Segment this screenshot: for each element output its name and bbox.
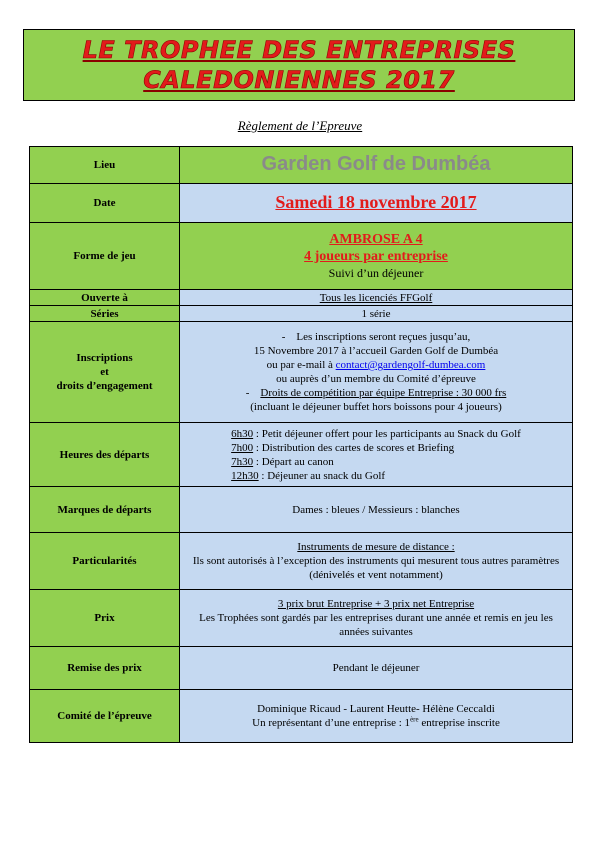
row-departs [30,423,573,487]
value-ouverte [180,290,573,306]
row-marques [30,487,573,533]
row-particularites [30,533,573,590]
departure-schedule [231,427,521,483]
value-lieu [180,147,573,184]
contact-email-link[interactable]: contact@gardengolf-dumbea.com [335,359,486,371]
inscriptions-line-1: - Les inscriptions seront reçues jusqu’au, [281,331,471,343]
value-prix [180,590,573,647]
row-forme [30,223,573,290]
bullet: - [281,331,286,343]
comite-members: Dominique Ricaud - Laurent Heutte- Hélène Ceccaldi [257,703,495,715]
inscriptions-line-6: (incluant le déjeuner buffet hors boissons pour 4 joueurs) [250,401,502,413]
venue-name: Garden Golf de Dumbéa [261,152,491,175]
particularites-title: Instruments de mesure de distance : [297,541,455,553]
label-inscriptions [30,322,180,423]
label-inscriptions-1: Inscriptions [76,352,133,364]
label-inscriptions-3: droits d’engagement [56,380,153,392]
departure-time: 7h00 [231,441,254,454]
ordinal-superscript: ère [410,715,419,724]
label-ouverte: Ouverte à [30,290,180,306]
particularites-text: Ils sont autorisés à l’exception des instruments qui mesurent tous autres paramètres (dénivelés et vent notamment) [192,555,560,581]
departure-time: 6h30 [231,427,254,440]
title-line-1: LE TROPHEE DES ENTREPRISES [82,36,516,64]
value-departs [180,423,573,487]
row-series [30,306,573,322]
value-series: 1 série [180,306,573,322]
label-prix: Prix [30,590,180,647]
label-date: Date [30,184,180,223]
prix-text: Les Trophées sont gardés par les entreprises durant une année et remis en jeu les années suivantes [199,612,553,638]
bullet: - [245,387,250,399]
row-prix [30,590,573,647]
label-forme: Forme de jeu [30,223,180,290]
row-lieu [30,147,573,184]
label-series: Séries [30,306,180,322]
inscriptions-line-3: ou par e-mail à contact@gardengolf-dumbea.com [266,359,486,371]
open-to-text: Tous les licenciés FFGolf [319,291,433,304]
value-remise: Pendant le déjeuner [180,647,573,690]
format-lunch: Suivi d’un déjeuner [328,266,424,280]
label-inscriptions-2: et [100,366,109,378]
departure-time: 7h30 [231,455,254,468]
inscriptions-line-4: ou auprès d’un membre du Comité d’épreuve [276,373,476,385]
value-comite [180,690,573,743]
departure-time: 12h30 [231,469,259,482]
departure-item: 12h30 : Déjeuner au snack du Golf [231,469,386,482]
label-remise: Remise des prix [30,647,180,690]
value-particularites [180,533,573,590]
title-line-2: CALEDONIENNES 2017 [143,66,455,94]
row-comite [30,690,573,743]
rules-table [29,146,573,743]
label-departs: Heures des départs [30,423,180,487]
departure-item: 7h00 : Distribution des cartes de scores et Briefing [231,441,455,454]
value-forme [180,223,573,290]
document-subtitle: Règlement de l’Epreuve [237,118,363,133]
format-players: 4 joueurs par entreprise [304,249,448,264]
label-particularites: Particularités [30,533,180,590]
row-inscriptions [30,322,573,423]
inscriptions-line-2: 15 Novembre 2017 à l’accueil Garden Golf de Dumbéa [253,345,499,357]
title-banner [23,29,575,101]
label-comite: Comité de l’épreuve [30,690,180,743]
format-title: AMBROSE A 4 [329,232,423,247]
prix-title: 3 prix brut Entreprise + 3 prix net Entreprise [277,598,475,610]
row-ouverte [30,290,573,306]
label-marques: Marques de départs [30,487,180,533]
comite-representative: Un représentant d’une entreprise : 1ère entreprise inscrite [252,715,500,729]
departure-item: 6h30 : Petit déjeuner offert pour les participants au Snack du Golf [231,427,521,440]
value-marques: Dames : bleues / Messieurs : blanches [180,487,573,533]
inscriptions-line-5: - Droits de compétition par équipe Entreprise : 30 000 frs [245,387,507,399]
departure-item: 7h30 : Départ au canon [231,455,334,468]
value-inscriptions [180,322,573,423]
label-lieu: Lieu [30,147,180,184]
value-date [180,184,573,223]
event-date: Samedi 18 novembre 2017 [275,191,477,212]
row-date [30,184,573,223]
row-remise [30,647,573,690]
